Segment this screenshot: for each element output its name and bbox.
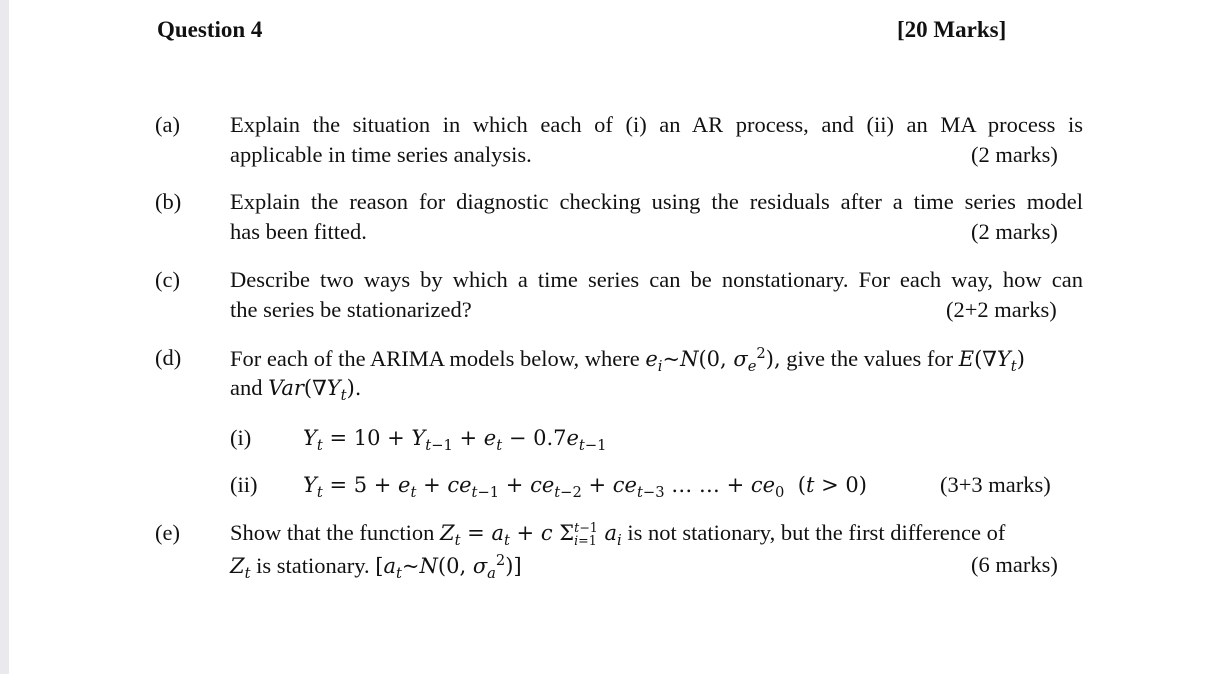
part-e-line1	[230, 520, 1005, 549]
part-d-sub-ii-label: (ii)	[230, 472, 258, 497]
part-b-line2: has been fitted.	[230, 219, 367, 244]
part-b-label: (b)	[155, 189, 182, 214]
part-e-noise-distribution: [$a_t\sim N(0$, $\sigma_a^2$)]	[375, 552, 522, 583]
question-total-marks: [20 Marks]	[897, 17, 1007, 42]
part-a-marks: (2 marks)	[971, 142, 1058, 167]
part-c-line1: Describe two ways by which a time series can be nonstationary. For each way, how can	[230, 267, 1083, 292]
part-d-line1	[230, 345, 1025, 375]
part-d-marks: (3+3 marks)	[940, 472, 1051, 497]
part-d-sub-i-equation: $Y_t = 10 + Y_{t-1} + e_t - 0.7e_{t-1}$	[303, 426, 607, 455]
part-e-line2-text-a: is stationary.	[256, 553, 370, 578]
part-e-line1-text-a: Show that the function	[230, 520, 435, 545]
part-d-sub-i-label: (i)	[230, 425, 252, 450]
part-d-line2-text-a: and	[230, 375, 263, 400]
part-d-expectation-expr: $E(\nabla Y_t)$	[958, 347, 1025, 376]
part-e-line1-text-b: is not stationary, but the first difference of	[627, 520, 1006, 545]
part-d-line1-text-b: give the values for	[786, 346, 954, 371]
part-b-marks: (2 marks)	[971, 219, 1058, 244]
part-e-marks: (6 marks)	[971, 552, 1058, 577]
part-e-z-symbol: $Z_t$	[230, 554, 251, 583]
part-a-line2: applicable in time series analysis.	[230, 142, 532, 167]
page-left-edge	[0, 0, 9, 674]
part-d-variance-expr: $Var(\nabla Y_t)$.	[268, 376, 362, 405]
part-a-label: (a)	[155, 112, 180, 137]
part-e-line2	[230, 552, 522, 582]
part-b-line1: Explain the reason for diagnostic checking using the residuals after a time series model	[230, 189, 1083, 214]
part-d-line1-text-a: For each of the ARIMA models below, where	[230, 346, 640, 371]
part-c-marks: (2+2 marks)	[946, 297, 1057, 322]
part-e-function-expr: $Z_t = a_t + c$ Σ t−1 i=1 $a_i$	[439, 519, 622, 550]
part-d-sub-ii-equation: $Y_t = 5 + e_t + ce_{t-1} + ce_{t-2} + ce_{t-3}$ … … + $ce_0$ (t > 0)	[303, 473, 867, 502]
part-c-label: (c)	[155, 267, 180, 292]
part-d-label: (d)	[155, 345, 182, 370]
question-title: Question 4	[157, 17, 263, 42]
part-e-label: (e)	[155, 520, 180, 545]
part-c-line2: the series be stationarized?	[230, 297, 472, 322]
part-d-line2	[230, 375, 361, 404]
part-d-error-distribution: $e_i\sim N(0$, $\sigma_e^2$),	[645, 345, 781, 376]
part-a-line1: Explain the situation in which each of (i) an AR process, and (ii) an MA process is	[230, 112, 1083, 137]
